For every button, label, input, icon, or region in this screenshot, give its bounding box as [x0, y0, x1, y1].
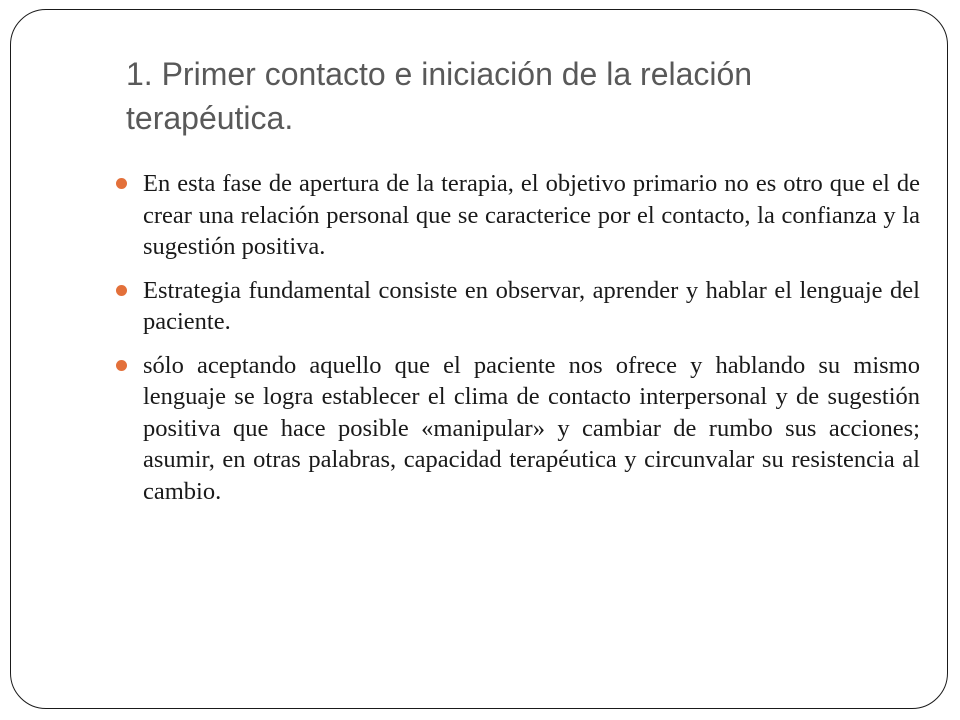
bullet-dot-icon	[116, 285, 127, 296]
bullet-item	[116, 350, 920, 508]
bullet-dot-icon	[116, 360, 127, 371]
bullet-item	[116, 168, 920, 263]
bullet-list	[116, 168, 920, 519]
bullet-text: Estrategia fundamental consiste en observar, aprender y hablar el lenguaje del paciente.	[143, 276, 920, 335]
slide-title: 1. Primer contacto e iniciación de la relación terapéutica.	[126, 56, 753, 136]
bullet-text: sólo aceptando aquello que el paciente nos ofrece y hablando su mismo lenguaje se logra establecer el clima de contacto interpersonal y de sugestión positiva que hace posible «manipular» y cambiar de rumbo sus acciones; asumir, en otras palabras, capacidad terapéutica y circunvalar su resistencia al cambio.	[143, 351, 920, 505]
bullet-text: En esta fase de apertura de la terapia, el objetivo primario no es otro que el de crear una relación personal que se caracterice por el contacto, la confianza y la sugestión positiva.	[143, 170, 920, 260]
bullet-dot-icon	[116, 178, 127, 189]
bullet-item	[116, 275, 920, 338]
slide-frame	[10, 9, 948, 709]
